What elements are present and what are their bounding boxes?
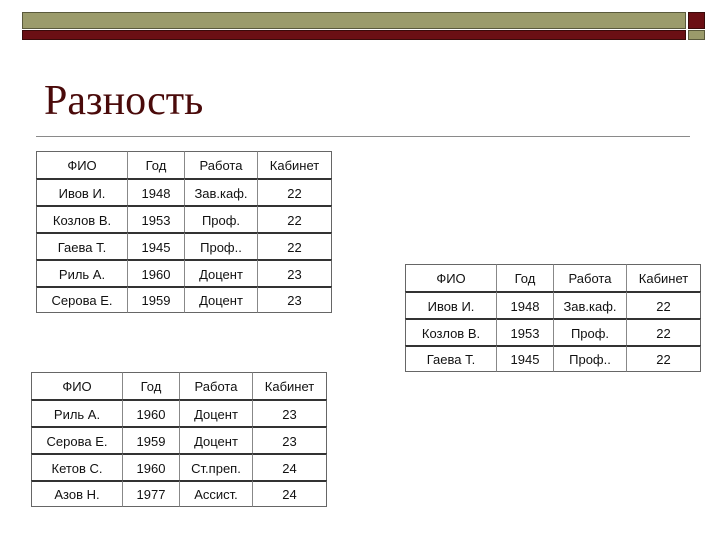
cell-job: Проф. xyxy=(184,205,257,232)
cell-year: 1977 xyxy=(122,480,179,507)
header-cell-year: Год xyxy=(127,151,184,178)
table-header-row xyxy=(36,151,332,178)
table-b xyxy=(405,264,701,372)
cell-room: 22 xyxy=(626,318,701,345)
cell-room: 24 xyxy=(252,453,327,480)
cell-fio: Серова Е. xyxy=(36,286,127,313)
title-divider xyxy=(36,136,690,137)
cell-room: 23 xyxy=(252,426,327,453)
table-row xyxy=(36,259,332,286)
header-bar-olive xyxy=(22,12,686,29)
cell-fio: Гаева Т. xyxy=(405,345,496,372)
header-cell-fio: ФИО xyxy=(31,372,122,399)
table-a xyxy=(36,151,332,313)
cell-fio: Риль А. xyxy=(31,399,122,426)
table-row xyxy=(36,178,332,205)
cell-year: 1960 xyxy=(127,259,184,286)
table-header-row xyxy=(405,264,701,291)
cell-room: 22 xyxy=(257,178,332,205)
slide-title: Разность xyxy=(44,78,204,124)
table-row xyxy=(36,286,332,313)
header-cell-year: Год xyxy=(122,372,179,399)
cell-year: 1945 xyxy=(496,345,553,372)
cell-fio: Азов Н. xyxy=(31,480,122,507)
cell-job: Доцент xyxy=(179,426,252,453)
cell-room: 23 xyxy=(257,286,332,313)
table-row xyxy=(36,232,332,259)
cell-year: 1948 xyxy=(496,291,553,318)
cell-fio: Серова Е. xyxy=(31,426,122,453)
cell-year: 1953 xyxy=(496,318,553,345)
cell-fio: Ивов И. xyxy=(405,291,496,318)
cell-job: Ассист. xyxy=(179,480,252,507)
cell-room: 22 xyxy=(626,291,701,318)
table-row xyxy=(405,345,701,372)
header-cell-job: Работа xyxy=(184,151,257,178)
header-cell-fio: ФИО xyxy=(405,264,496,291)
cell-job: Ст.преп. xyxy=(179,453,252,480)
cell-fio: Гаева Т. xyxy=(36,232,127,259)
table-row xyxy=(31,453,327,480)
cell-job: Зав.каф. xyxy=(553,291,626,318)
table-row xyxy=(36,205,332,232)
cell-year: 1945 xyxy=(127,232,184,259)
cell-fio: Козлов В. xyxy=(36,205,127,232)
header-bar-olive-cap xyxy=(688,12,705,29)
cell-job: Доцент xyxy=(179,399,252,426)
cell-fio: Кетов С. xyxy=(31,453,122,480)
header-cell-room: Кабинет xyxy=(626,264,701,291)
table-c xyxy=(31,372,327,507)
cell-room: 22 xyxy=(626,345,701,372)
cell-room: 22 xyxy=(257,232,332,259)
cell-fio: Ивов И. xyxy=(36,178,127,205)
cell-room: 24 xyxy=(252,480,327,507)
cell-year: 1960 xyxy=(122,453,179,480)
header-cell-job: Работа xyxy=(553,264,626,291)
cell-room: 22 xyxy=(257,205,332,232)
header-bar-maroon xyxy=(22,30,686,40)
cell-job: Зав.каф. xyxy=(184,178,257,205)
cell-room: 23 xyxy=(257,259,332,286)
cell-job: Проф. xyxy=(553,318,626,345)
header-cell-room: Кабинет xyxy=(252,372,327,399)
table-row xyxy=(31,399,327,426)
cell-room: 23 xyxy=(252,399,327,426)
header-cell-fio: ФИО xyxy=(36,151,127,178)
cell-fio: Козлов В. xyxy=(405,318,496,345)
table-row xyxy=(405,291,701,318)
table-row xyxy=(31,480,327,507)
header-cell-year: Год xyxy=(496,264,553,291)
cell-fio: Риль А. xyxy=(36,259,127,286)
table-row xyxy=(405,318,701,345)
cell-job: Доцент xyxy=(184,286,257,313)
cell-year: 1960 xyxy=(122,399,179,426)
cell-job: Доцент xyxy=(184,259,257,286)
cell-year: 1959 xyxy=(127,286,184,313)
header-bar-maroon-cap xyxy=(688,30,705,40)
table-row xyxy=(31,426,327,453)
cell-year: 1948 xyxy=(127,178,184,205)
table-header-row xyxy=(31,372,327,399)
cell-year: 1959 xyxy=(122,426,179,453)
cell-year: 1953 xyxy=(127,205,184,232)
cell-job: Проф.. xyxy=(553,345,626,372)
header-cell-job: Работа xyxy=(179,372,252,399)
cell-job: Проф.. xyxy=(184,232,257,259)
header-cell-room: Кабинет xyxy=(257,151,332,178)
